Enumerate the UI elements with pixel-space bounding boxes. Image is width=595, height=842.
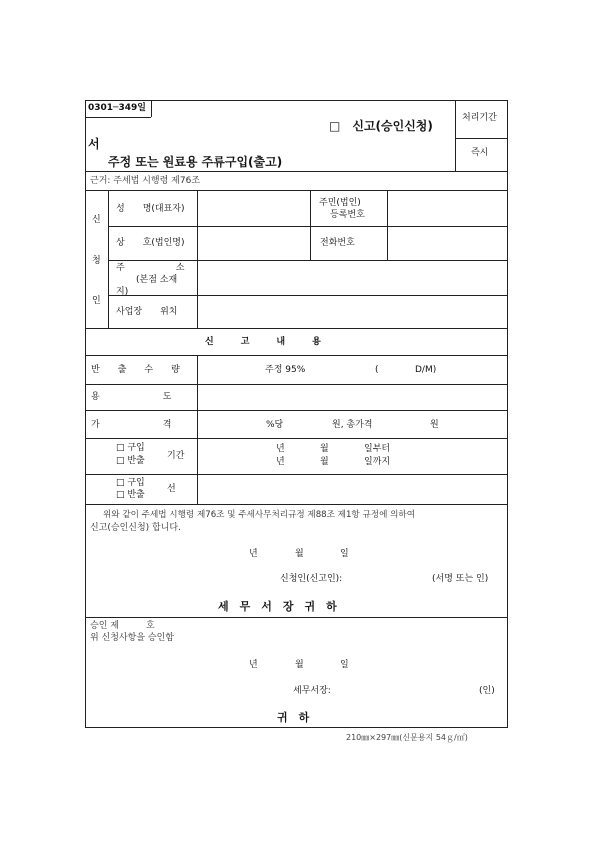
report-row2-line <box>85 410 508 411</box>
trade-name-field[interactable] <box>198 227 309 259</box>
price-per-percent: %당 <box>266 420 284 430</box>
price-total-unit: 원 <box>430 420 439 430</box>
period-from-year: 년 <box>276 444 285 454</box>
price-label: 가 격 <box>91 420 172 430</box>
trade-name-label: 상 호(법인명) <box>116 238 185 248</box>
address-label-line1: 주 소 <box>116 263 186 273</box>
quantity-field[interactable] <box>318 361 368 378</box>
id-number-field[interactable] <box>388 191 506 225</box>
destination-label: 선 <box>167 484 176 494</box>
period-option-purchase-label: □ 구입 <box>116 443 145 453</box>
period-from-day: 일부터 <box>364 444 391 454</box>
tax-chief-label: 세무서장: <box>293 686 331 696</box>
id-label-line2: 등록번호 <box>330 210 365 220</box>
name-label: 성 명(대표자) <box>116 204 185 214</box>
destination-field[interactable] <box>198 475 506 503</box>
form-title-line2: 주정 또는 원료용 주류구입(출고) <box>108 155 283 169</box>
declaration-date-month: 월 <box>295 549 304 559</box>
applicant-sign-note: (서명 또는 인) <box>432 574 489 584</box>
form-title-seo: 서 <box>88 137 100 151</box>
address-field[interactable] <box>198 261 506 294</box>
report-header-line <box>85 355 508 356</box>
name-field[interactable] <box>198 191 309 225</box>
tax-chief-seal: (인) <box>479 686 495 696</box>
period-from-month: 월 <box>320 444 329 454</box>
period-option-release-label: □ 반출 <box>116 456 145 466</box>
site-location-field[interactable] <box>198 296 506 327</box>
applicant-signer-label: 신청인(신고인): <box>280 574 343 584</box>
bottom-border <box>85 727 508 728</box>
declaration-date-year: 년 <box>249 549 258 559</box>
phone-field[interactable] <box>388 227 506 259</box>
right-border <box>507 100 508 727</box>
applicant-bottom-line <box>85 328 508 329</box>
applicant-side-col <box>108 190 109 328</box>
declaration-bottom-line <box>85 617 508 618</box>
declaration-text-line1: 위와 같이 주세법 시행령 제76조 및 주세사무처리규정 제88조 제1항 규정에 의하여 <box>103 510 416 520</box>
approval-date-month: 월 <box>295 660 304 670</box>
quantity-label: 반 출 수 량 <box>91 365 180 375</box>
destination-option-release-label: □ 반출 <box>116 490 145 500</box>
form-number-box-right <box>151 100 152 117</box>
processing-period-value: 즉시 <box>471 148 489 158</box>
usage-field[interactable] <box>198 385 506 409</box>
quantity-unit-open: ( <box>375 365 379 375</box>
processing-box-left <box>455 100 456 171</box>
approval-date-year: 년 <box>249 660 258 670</box>
applicant-side-char-2: 청 <box>92 256 101 266</box>
period-to-year: 년 <box>276 457 285 467</box>
period-label: 기간 <box>167 451 185 461</box>
address-label-line2: (본점 소재 <box>136 275 178 285</box>
top-border <box>85 100 508 101</box>
left-border <box>85 100 86 727</box>
approval-date-day: 일 <box>340 660 349 670</box>
approval-addressee: 귀 하 <box>277 711 310 724</box>
report-section-header: 신 고 내 용 <box>205 337 321 347</box>
processing-period-label: 처리기간 <box>462 113 497 123</box>
tax-office-addressee: 세 무 서 장 귀 하 <box>218 600 337 613</box>
declaration-text-line2: 신고(승인신청) 합니다. <box>90 523 181 533</box>
site-location-label: 사업장 위치 <box>116 307 178 317</box>
legal-basis: 근거: 주세법 시행령 제76조 <box>90 176 201 186</box>
usage-label: 용 도 <box>91 392 172 402</box>
tax-chief-signature-field[interactable] <box>340 683 470 698</box>
declaration-date-day: 일 <box>340 549 349 559</box>
quantity-alcohol-text: 주정 95% <box>265 365 306 375</box>
approval-number-label: 승인 제 호 <box>90 621 155 631</box>
quantity-unit: D/M) <box>415 365 437 375</box>
id-label-line1: 주민(법인) <box>319 198 361 208</box>
processing-box-mid <box>455 138 507 139</box>
applicant-side-char-1: 신 <box>92 215 101 225</box>
phone-label: 전화번호 <box>320 238 355 248</box>
period-to-month: 월 <box>320 457 329 467</box>
period-to-day: 일까지 <box>364 457 391 467</box>
applicant-signature-field[interactable] <box>352 571 424 586</box>
applicant-side-char-3: 인 <box>92 296 101 306</box>
form-number-box-bottom <box>85 117 151 118</box>
header-bottom-line <box>85 171 508 172</box>
destination-option-purchase-label: □ 구입 <box>116 478 145 488</box>
address-label-line3: 지) <box>116 287 129 297</box>
paper-spec: 210㎜×297㎜(신문용지 54ｇ/㎡) <box>346 733 468 742</box>
form-title-line1: □ 신고(승인신청) <box>329 119 433 133</box>
approval-statement: 위 신청사항을 승인함 <box>90 633 174 643</box>
report-row3-line <box>85 438 508 439</box>
price-total-label: 원, 총가격 <box>332 420 373 430</box>
applicant-mid-col1 <box>310 190 311 260</box>
report-bottom-line <box>85 504 508 505</box>
form-number: 0301─349일 <box>88 103 146 113</box>
